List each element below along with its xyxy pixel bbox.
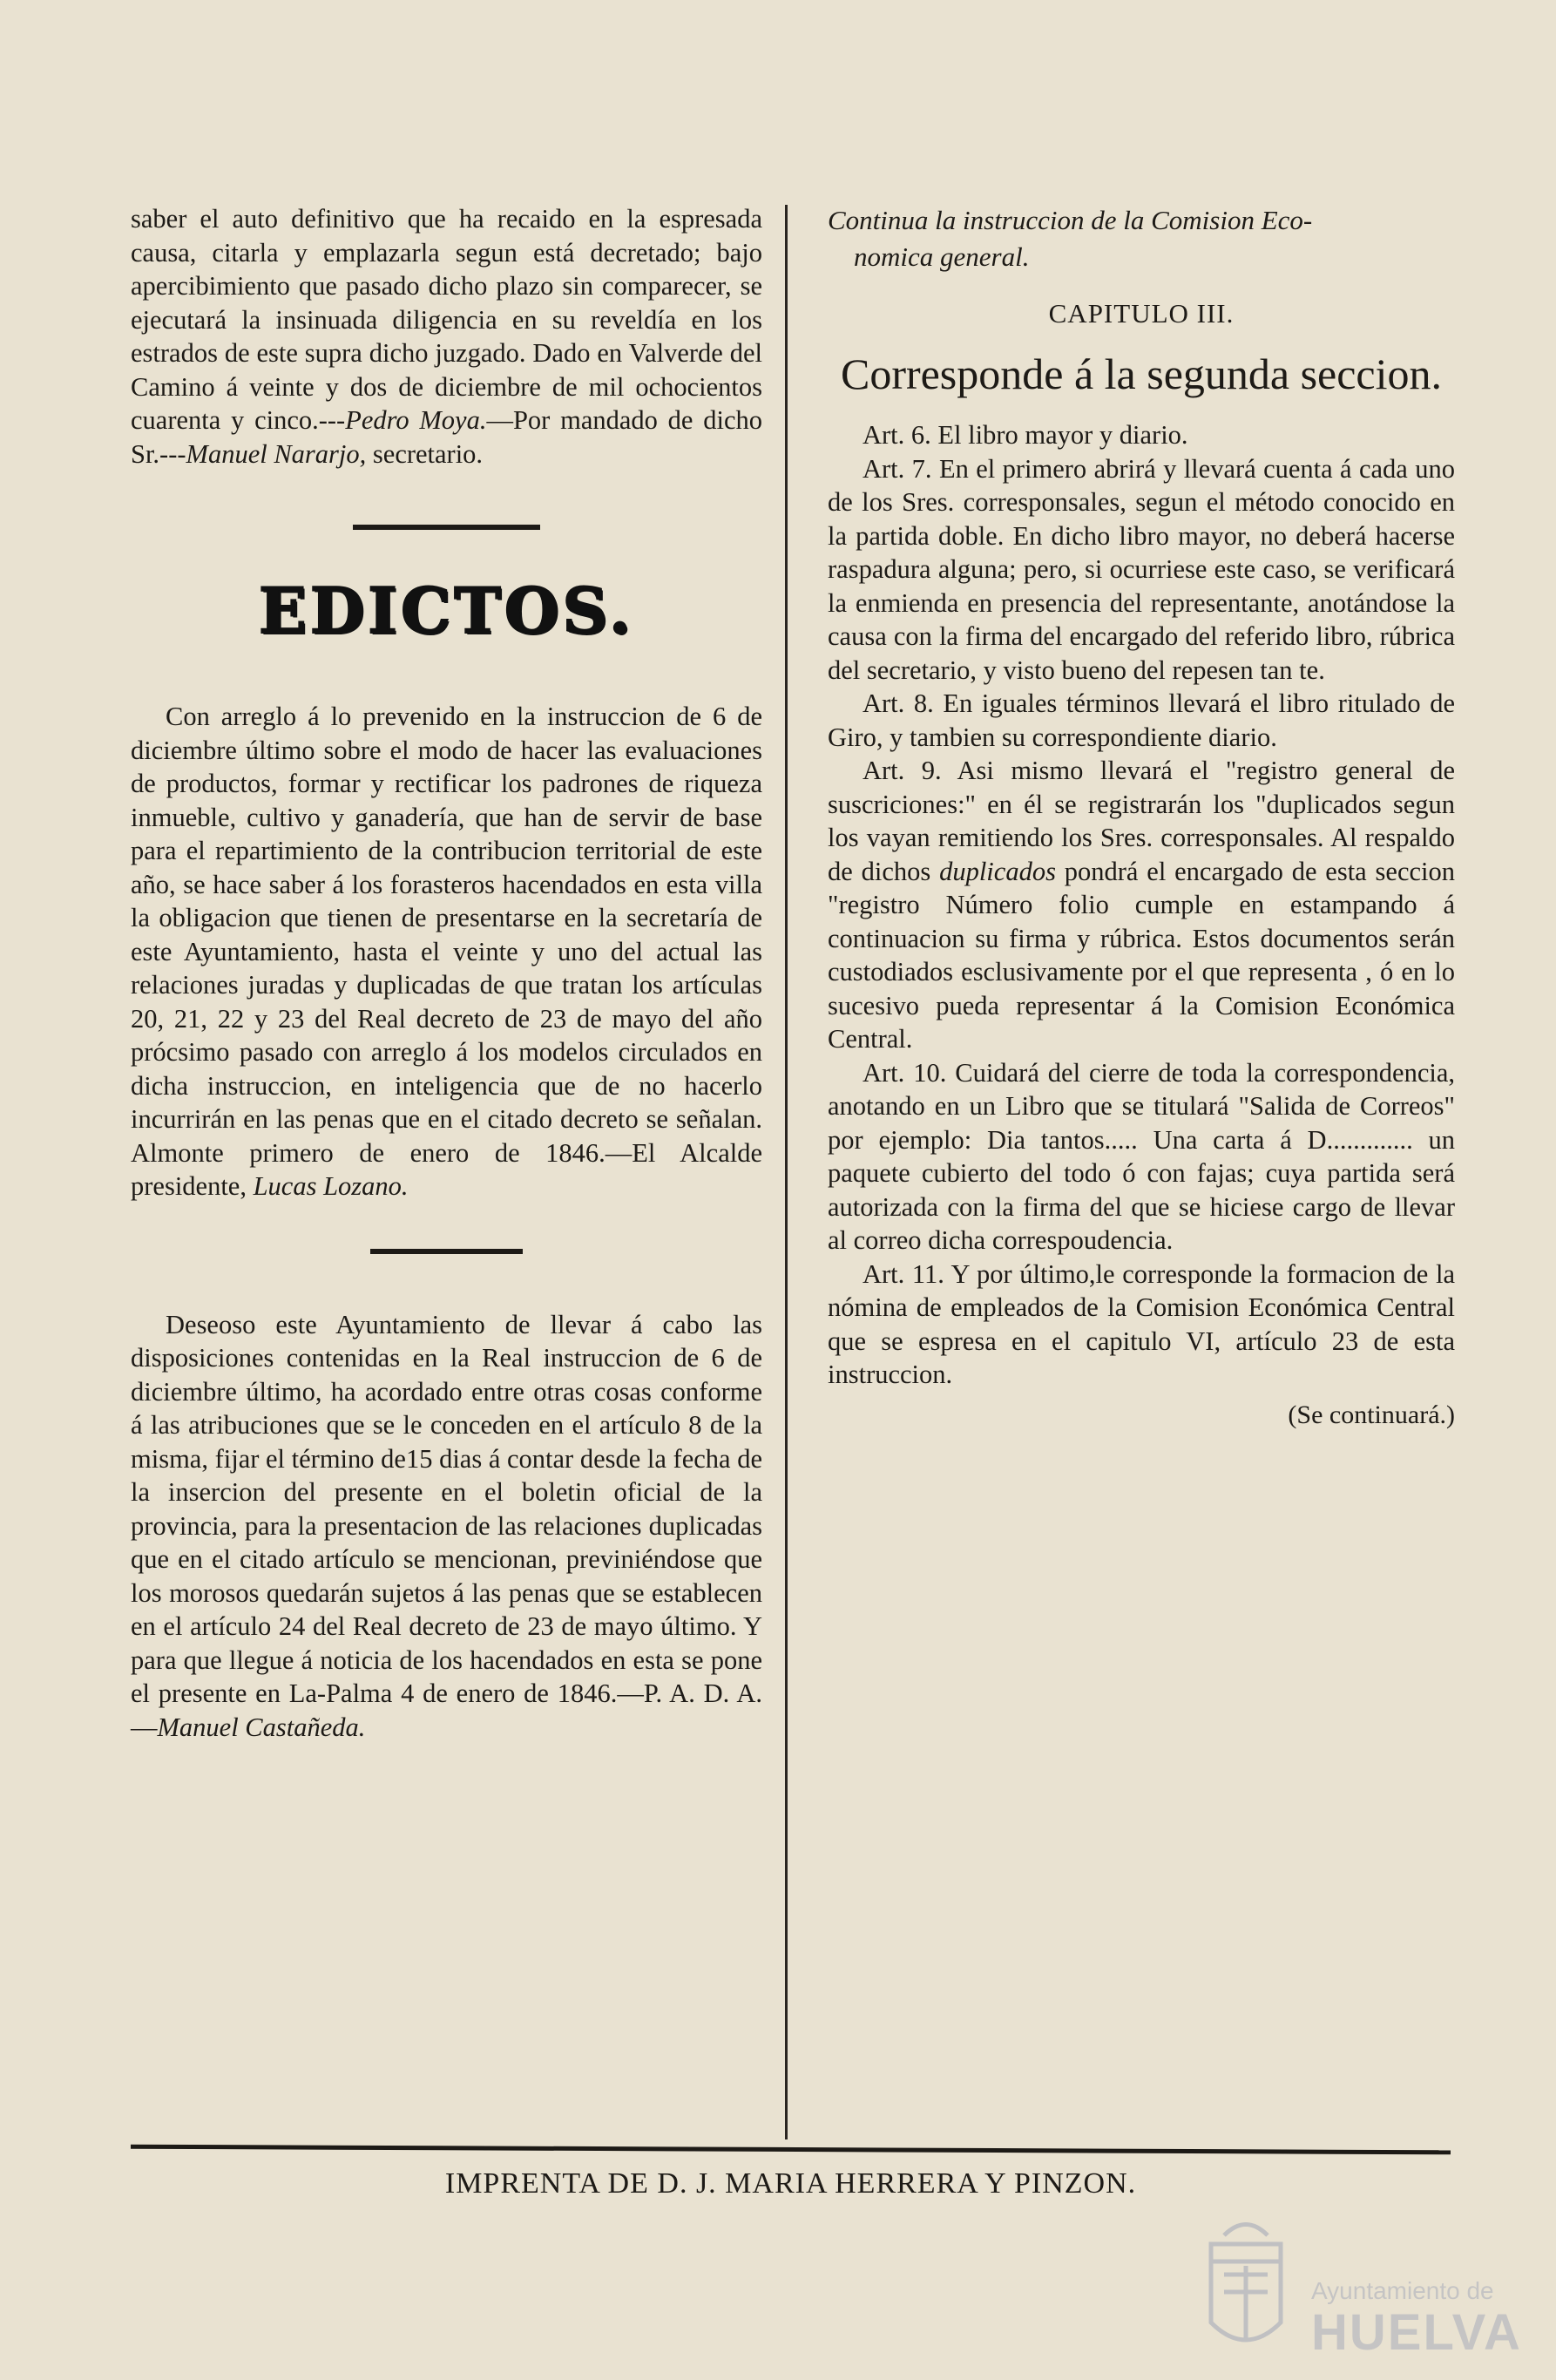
article-8: Art. 8. En iguales términos llevará el libro ritulado de Giro, y tambien su correspondiente diario. xyxy=(828,688,1455,752)
archive-watermark xyxy=(1198,2209,1522,2366)
section-title: Corresponde á la segunda seccion. xyxy=(840,349,1443,398)
signature-name: Manuel Castañeda. xyxy=(157,1712,366,1742)
printer-imprint: IMPRENTA DE D. J. MARIA HERRERA Y PINZON. xyxy=(444,2167,1137,2200)
paragraph-text: Con arreglo á lo prevenido en la instruccion de 6 de diciembre último sobre el modo de hacer las evaluaciones de productos, formar y rectificar los padrones de riqueza inmueble, cultivo y ganadería, que han de servir de base para el repartimiento de la contribucion territorial de este año, se hace saber á los forasteros hacendados en esta villa la obligacion que tienen de presentarse en la secretaría de este Ayuntamiento, hasta el veinte y uno del actual las relaciones juradas y duplicadas de que tratan los artículas 20, 21, 22 y 23 del Real decreto de 23 de mayo del año prócsimo pasado con arreglo á los modelos circulados en dicha instruccion, en inteligencia que de no hacerlo incurrirán en las penas que en el citado decreto se señalan. Almonte primero de enero de 1846.—El Alcalde presidente, xyxy=(131,702,762,1201)
paragraph-text: Deseoso este Ayuntamiento de llevar á cabo las disposiciones contenidas en la Real instruccion de 6 de diciembre último, ha acordado entre otras cosas conforme á las atribuciones que se le conceden en el artículo 8 de la misma, fijar el término de15 dias á contar desde la fecha de la insercion del presente en el boletin oficial de la provincia, para la presentacion de las relaciones duplicadas que en el citado artículo se mencionan, previniéndose que los morosos quedarán sujetos á las penas que se establecen en el artículo 24 del Real decreto de 23 de mayo último. Y para que llegue á noticia de los hacendados en esta se pone el presente en La-Palma 4 de enero de 1846.—P. A. D. A.— xyxy=(131,1309,762,1742)
footer-rule xyxy=(131,2145,1451,2155)
article-text: pondrá el encargado de esta seccion "registro Número folio cumple en estampando á continuacion su firma y rúbrica. Estos documentos serán custodiados esclusivamente por el que representa , ó en lo sucesivo pueda representar á la Comision Económica Central. xyxy=(828,856,1456,1054)
signature-name: Lucas Lozano. xyxy=(253,1171,409,1201)
section-subtitle xyxy=(828,202,1455,275)
continued-note: (Se continuará.) xyxy=(1288,1400,1455,1429)
section-heading-edictos: EDICTOS. xyxy=(258,573,635,648)
paragraph-almonte xyxy=(131,700,762,1204)
paragraph-text: —Por mandado de dicho Sr.--- xyxy=(131,405,762,469)
paragraph-la-palma xyxy=(131,1308,762,1745)
subtitle-line: nomica general. xyxy=(854,241,1030,272)
chapter-heading: CAPITULO III. xyxy=(1048,298,1235,329)
left-column xyxy=(131,202,762,1744)
article-7: Art. 7. En el primero abrirá y llevará cuenta á cada uno de los Sres. corresponsales, segun el método conocido en la partida doble. En dicho libro mayor, no deberá hacerse raspadura alguna; pero, si ocurriese este caso, se verificará la enmienda en presencia del representante, anotándose la causa con la firma del encargado del referido libro, rúbrica del secretario, y visto bueno del repesen tan te. xyxy=(828,453,1455,685)
signature-name: Pedro Moya. xyxy=(345,405,487,435)
signature-name: Manuel Nararjo, xyxy=(186,438,367,469)
article-text: Art. 9. Asi mismo llevará el "registro general de suscriciones:" en él se registrarán los "duplicados segun los vayan remitiendo los Sres. corresponsales. Al respaldo de dichos xyxy=(828,756,1455,886)
watermark-title: HUELVA xyxy=(1311,2304,1522,2361)
paragraph-text: saber el auto definitivo que ha recaido en la espresada causa, citarla y emplazarla segun está decretado; bajo apercibimiento que pasado dicho plazo sin comparecer, se ejecutará la insinuada diligencia en su reveldía en los estrados de este supra dicho juzgado. Dado en Valverde del Camino á veinte y dos de diciembre de mil ochocientos cuarenta y cinco.--- xyxy=(131,204,762,435)
article-emphasis: duplicados xyxy=(939,856,1056,886)
right-column xyxy=(828,202,1455,1430)
article-11: Art. 11. Y por último,le corresponde la formacion de la nómina de empleados de la Comision Económica Central que se espresa en el capitulo VI, artículo 23 de esta instruccion. xyxy=(828,1258,1455,1389)
subtitle-line: Continua la instruccion de la Comision Eco- xyxy=(828,205,1313,235)
column-divider xyxy=(785,205,788,2139)
watermark-text: Ayuntamiento de xyxy=(1311,2277,1494,2304)
paragraph-valverde xyxy=(131,202,762,471)
article-6: Art. 6. El libro mayor y diario. xyxy=(863,420,1188,450)
article-10: Art. 10. Cuidará del cierre de toda la correspondencia, anotando en un Libro que se titulará "Salida de Correos" por ejemplo: Dia tantos..... Una carta á D............. un paquete cubierto del todo ó con fajas; cuya partida será autorizada con la firma del que se hiciese cargo de llevar al correo dicha correspoudencia. xyxy=(828,1057,1455,1255)
article-9 xyxy=(828,754,1455,1056)
paragraph-text: secretario. xyxy=(366,438,484,469)
crest-icon xyxy=(1198,2209,1294,2362)
